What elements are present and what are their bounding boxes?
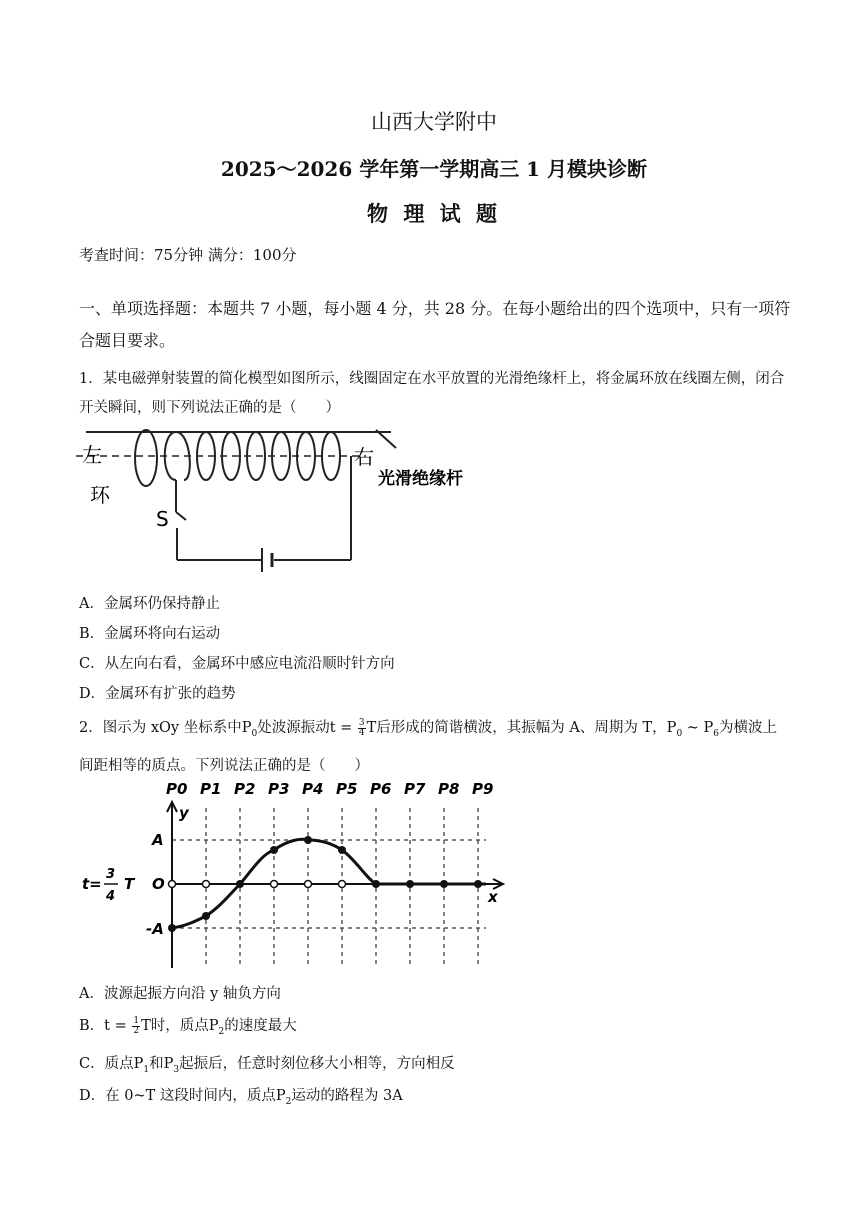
q1-option-b: B．金属环将向右运动 [79,626,221,642]
label-o: O [152,875,165,893]
x-axis-label: x [488,888,498,906]
ring-label: 环 [90,483,110,507]
coil-figure [76,420,486,585]
left-label: 左 [82,443,102,467]
label-p0: P0 [166,780,188,798]
label-p8: P8 [438,780,460,798]
y-axis-label: y [179,804,189,822]
time-num: 3 [106,867,116,882]
exam-title: 2025～2026 学年第一学期高三 1 月模块诊断 [220,157,648,181]
label-p9: P9 [472,780,494,798]
school-name: 山西大学附中 [371,110,497,134]
q1-option-d: D．金属环有扩张的趋势 [79,686,236,702]
q2-option-c: C．质点$P_1$和$P_3$起振后，任意时刻位移大小相等，方向相反 [79,1056,455,1075]
label-neg-a: -A [146,920,164,938]
q2-option-b: B．t = $\frac{1}{2}$ T时，质点$P_2$的速度最大 [79,1015,297,1037]
section-heading: 一、单项选择题：本题共 7 小题，每小题 4 分，共 28 分。在每小题给出的四个选项中，只有一项符合题目要求。 [79,299,791,350]
q1-option-c: C．从左向右看，金属环中感应电流沿顺时针方向 [79,656,395,672]
rod-label: 光滑绝缘杆 [378,469,463,489]
label-a: A [152,831,164,849]
label-p3: P3 [268,780,290,798]
question-1-stem: 1．某电磁弹射装置的简化模型如图所示，线圈固定在水平放置的光滑绝缘杆上，将金属环放在线圈左侧，闭合开关瞬间，则下列说法正确的是（ ） [79,371,785,416]
label-p1: P1 [200,780,222,798]
label-p6: P6 [370,780,392,798]
label-p7: P7 [404,780,426,798]
label-p4: P4 [302,780,324,798]
subject-title: 物 理 试 题 [367,201,501,226]
label-p5: P5 [336,780,358,798]
wave-figure [76,778,516,973]
q1-option-a: A．金属环仍保持静止 [79,596,220,612]
time-t: T [124,875,135,893]
question-2-stem: 2．图示为 xOy 坐标系中$P_0$处波源振动t = $\frac{3}{4}$ T后形成的简谐横波，其振幅为 A、周期为 T，$P_0$ ~ $P_6$为横波上间距相等的质点。下列说法正确的是（ ） [79,717,778,774]
time-den: 4 [106,889,116,904]
exam-info: 考查时间：75分钟 满分：100分 [79,246,297,264]
right-label: 右 [354,445,374,469]
time-label: t= [82,875,102,893]
q2-option-a: A．波源起振方向沿 y 轴负方向 [79,986,281,1002]
q2-option-d: D．在 0~T 这段时间内，质点$P_2$运动的路程为 3A [79,1088,403,1107]
label-p2: P2 [234,780,256,798]
switch-label: S [156,507,169,531]
